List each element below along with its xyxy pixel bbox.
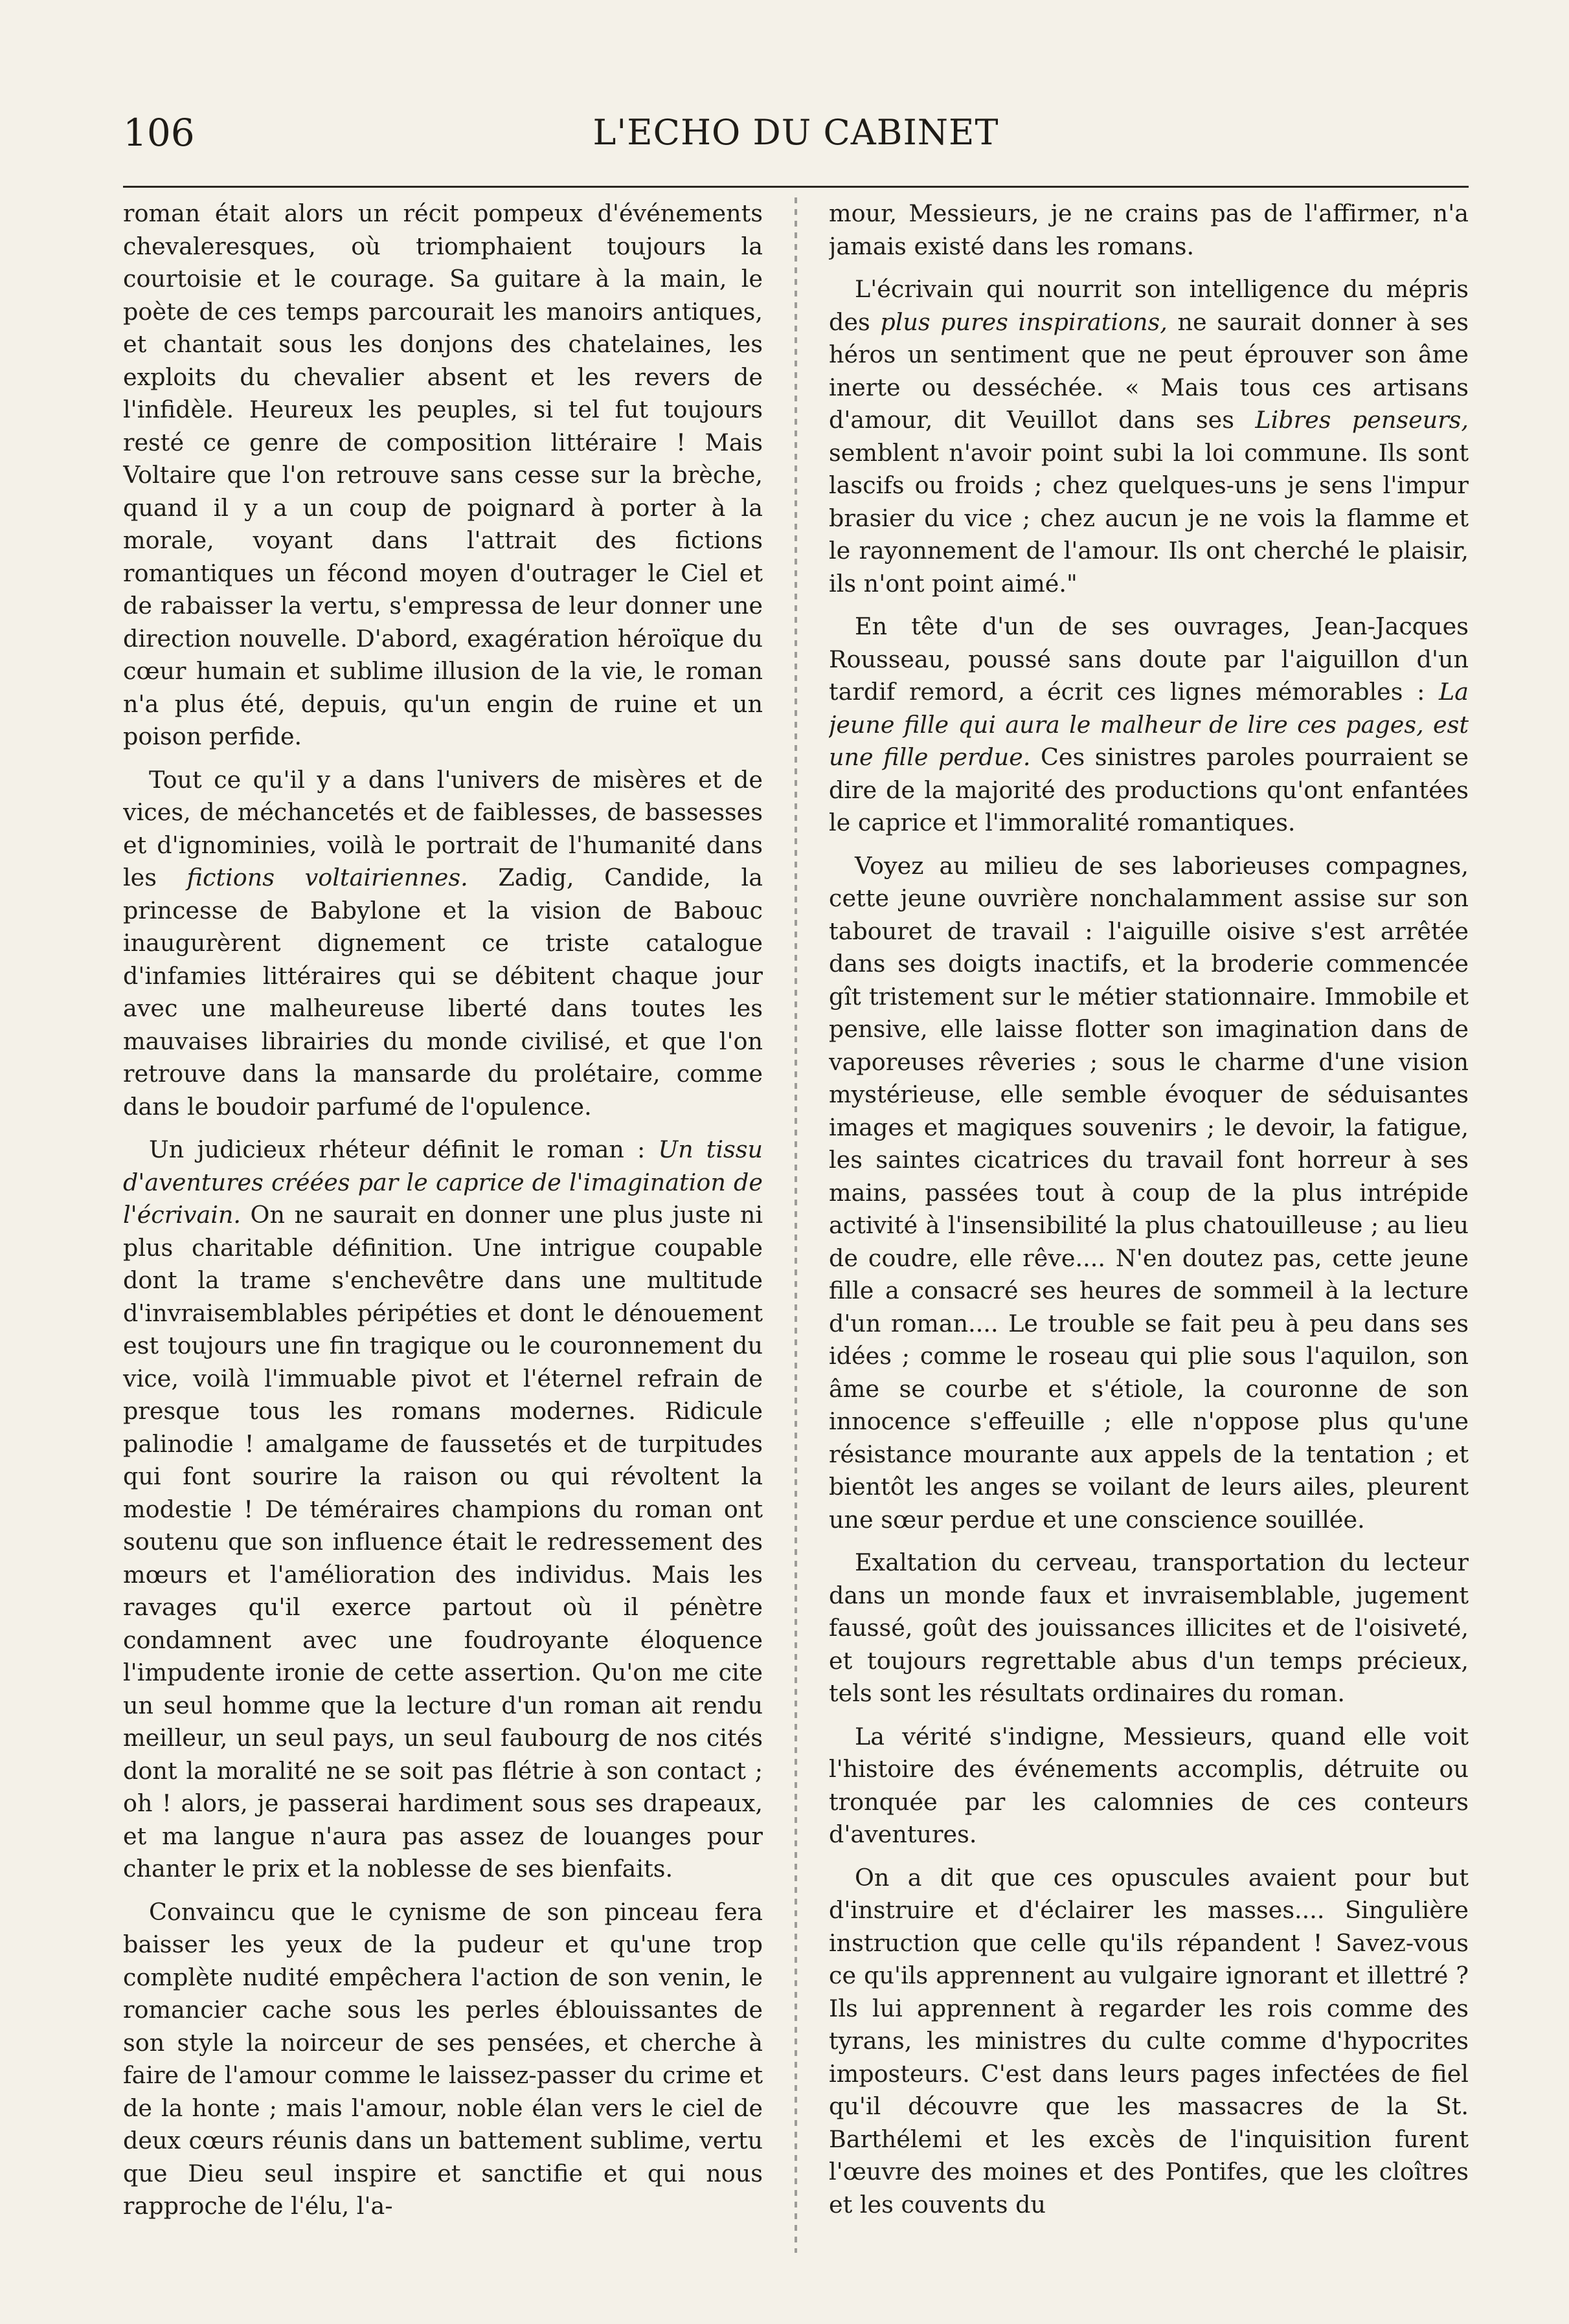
left-paragraph-4: Convaincu que le cynisme de son pinceau fera baisser les yeux de la pudeur et qu'une trop complète nudité empêchera l'action de son venin, le romancier cache sous les perles éblouissantes de son style la noirceur de ses pensées, et cherche à faire de l'amour comme le laissez-passer du crime et de la honte ; mais l'amour, noble élan vers le ciel de deux cœurs réunis dans un battement sublime, vertu que Dieu seul inspire et sanctifie et qui nous rapproche de l'élu, l'a- xyxy=(123,1897,763,2220)
right-paragraph-3-text-a: En tête d'un de ses ouvrages, Jean-Jacques Rousseau, poussé sans doute par l'aiguillon d'un tardif remord, a écrit ces lignes mémorables : xyxy=(829,612,1469,706)
right-paragraph-7: On a dit que ces opuscules avaient pour but d'instruire et d'éclairer les masses.... Singulière instruction que celle qu'ils répandent ! Savez-vous ce qu'ils apprennent au vulgaire ignorant et illettré ? Ils lui apprennent à regarder les rois comme des tyrans, les ministres du culte comme d'hypocrites imposteurs. C'est dans leurs pages infectées de fiel qu'il découvre que les massacres de la St. Barthélemi et les excès de l'inquisition furent l'œuvre des moines et des Pontifes, que les cloîtres et les couvents du xyxy=(829,1863,1469,2218)
left-paragraph-3 xyxy=(123,1134,763,1886)
right-paragraph-3 xyxy=(829,610,1469,840)
left-paragraph-1: roman était alors un récit pompeux d'événements chevaleresques, où triomphaient toujours la courtoisie et le courage. Sa guitare à la main, le poète de ces temps parcourait les manoirs antiques, et chantait sous les donjons des chatelaines, les exploits du chevalier absent et les revers de l'infidèle. Heureux les peuples, si tel fut toujours resté ce genre de composition littéraire ! Mais Voltaire que l'on retrouve sans cesse sur la brèche, quand il y a un coup de poignard à porter à la morale, voyant dans l'attrait des fictions romantiques un fécond moyen d'outrager le Ciel et de rabaisser la vertu, s'empressa de leur donner une direction nouvelle. D'abord, exagération héroïque du cœur humain et sublime illusion de la vie, le roman n'a plus été, depuis, qu'un engin de ruine et un poison perfide. xyxy=(123,199,763,750)
right-paragraph-3-text-b: Ces sinistres paroles pourraient se dire de la majorité des productions qu'ont enfantées le caprice et l'immoralité romantiques. xyxy=(829,743,1469,836)
right-paragraph-2-italic-2: Libres penseurs, xyxy=(1255,406,1469,434)
left-column xyxy=(123,197,763,2253)
column-divider xyxy=(795,197,797,2253)
page-number: 106 xyxy=(123,111,195,155)
left-paragraph-2 xyxy=(123,764,763,1124)
right-paragraph-3-italic: La jeune fille qui aura le malheur de lire ces pages, est une fille perdue. xyxy=(829,678,1469,771)
right-paragraph-2-text-b: ne saurait donner à ses héros un sentiment que ne peut éprouver son âme inerte ou desséchée. « Mais tous ces artisans d'amour, dit Veuillot dans ses xyxy=(829,307,1469,434)
right-paragraph-2 xyxy=(829,273,1469,600)
right-paragraph-6: La vérité s'indigne, Messieurs, quand elle voit l'histoire des événements accomplis, détruite ou tronquée par les calomnies de ces conteurs d'aventures. xyxy=(829,1722,1469,1848)
text-columns xyxy=(123,197,1469,2253)
right-paragraph-4: Voyez au milieu de ses laborieuses compagnes, cette jeune ouvrière nonchalamment assise sur son tabouret de travail : l'aiguille oisive s'est arrêtée dans ses doigts inactifs, et la broderie commencée gît tristement sur le métier stationnaire. Immobile et pensive, elle laisse flotter son imagination dans de vaporeuses rêveries ; sous le charme d'une vision mystérieuse, elle semble évoquer de séduisantes images et magiques souvenirs ; le devoir, la fatigue, les saintes cicatrices du travail font horreur à ses mains, passées tout à coup de la plus intrépide activité à l'insensibilité la plus chatouilleuse ; au lieu de coudre, elle rêve.... N'en doutez pas, cette jeune fille a consacré ses heures de sommeil à la lecture d'un roman.... Le trouble se fait peu à peu dans ses idées ; comme le roseau qui plie sous l'aquilon, son âme se courbe et s'étiole, la couronne de son innocence s'effeuille ; elle n'oppose plus qu'une résistance mourante aux appels de la tentation ; et bientôt les anges se voilant de leurs ailes, pleurent une sœur perdue et une conscience souillée. xyxy=(829,851,1469,1534)
running-title: L'ECHO DU CABINET xyxy=(593,112,999,153)
left-paragraph-2-text-a: Tout ce qu'il y a dans l'univers de misères et de vices, de méchancetés et de faiblesses, de bassesses et d'ignominies, voilà le portrait de l'humanité dans les xyxy=(123,765,763,891)
right-paragraph-2-text-a: L'écrivain qui nourrit son intelligence du mépris des xyxy=(829,275,1469,336)
right-column xyxy=(829,197,1469,2253)
page-header xyxy=(123,110,1469,162)
left-paragraph-3-text-a: Un judicieux rhéteur définit le roman : xyxy=(149,1135,659,1163)
left-paragraph-3-italic: Un tissu d'aventures créées par le caprice de l'imagination de l'écrivain. xyxy=(123,1135,763,1229)
left-paragraph-2-italic: fictions voltairiennes. xyxy=(186,864,468,891)
right-paragraph-5: Exaltation du cerveau, transportation du lecteur dans un monde faux et invraisemblable, jugement faussé, goût des jouissances illicites et de l'oisiveté, et toujours regrettable abus d'un temps précieux, tels sont les résultats ordinaires du roman. xyxy=(829,1548,1469,1707)
left-paragraph-3-text-b: On ne saurait en donner une plus juste ni plus charitable définition. Une intrigue coupable dont la trame s'enchevêtre dans une multitude d'invraisemblables péripéties et dont le dénouement est toujours une fin tragique ou le couronnement du vice, voilà l'immuable pivot et l'éternel refrain de presque tous les romans modernes. Ridicule palinodie ! amalgame de faussetés et de turpitudes qui font sourire la raison ou qui révoltent la modestie ! De téméraires champions du roman ont soutenu que son influence était le redressement des mœurs et l'amélioration des individus. Mais les ravages qu'il exerce partout où il pénètre condamnent avec une foudroyante éloquence l'impudente ironie de cette assertion. Qu'on me cite un seul homme que la lecture d'un roman ait rendu meilleur, un seul pays, un seul faubourg de nos cités dont la moralité ne se soit pas flétrie à son contact ; oh ! alors, je passerai hardiment sous ses drapeaux, et ma langue n'aura pas assez de louanges pour chanter le prix et la noblesse de ses bienfaits. xyxy=(123,1201,763,1883)
right-paragraph-1: mour, Messieurs, je ne crains pas de l'affirmer, n'a jamais existé dans les romans. xyxy=(829,199,1469,260)
header-rule xyxy=(123,186,1469,188)
left-paragraph-2-text-b: Zadig, Candide, la princesse de Babylone et la vision de Babouc inaugurèrent dignement ce triste catalogue d'infamies littéraires qui se débitent chaque jour avec une malheureuse liberté dans toutes les mauvaises librairies du monde civilisé, et que l'on retrouve dans la mansarde du prolétaire, comme dans le boudoir parfumé de l'opulence. xyxy=(123,864,763,1121)
right-paragraph-2-italic-1: plus pures inspirations, xyxy=(880,307,1168,336)
right-paragraph-2-text-c: semblent n'avoir point subi la loi commune. Ils sont lascifs ou froids ; chez quelques-uns je sens l'impur brasier du vice ; chez aucun je ne vois la flamme et le rayonnement de l'amour. Ils ont cherché le plaisir, ils n'ont point aimé." xyxy=(829,438,1469,598)
